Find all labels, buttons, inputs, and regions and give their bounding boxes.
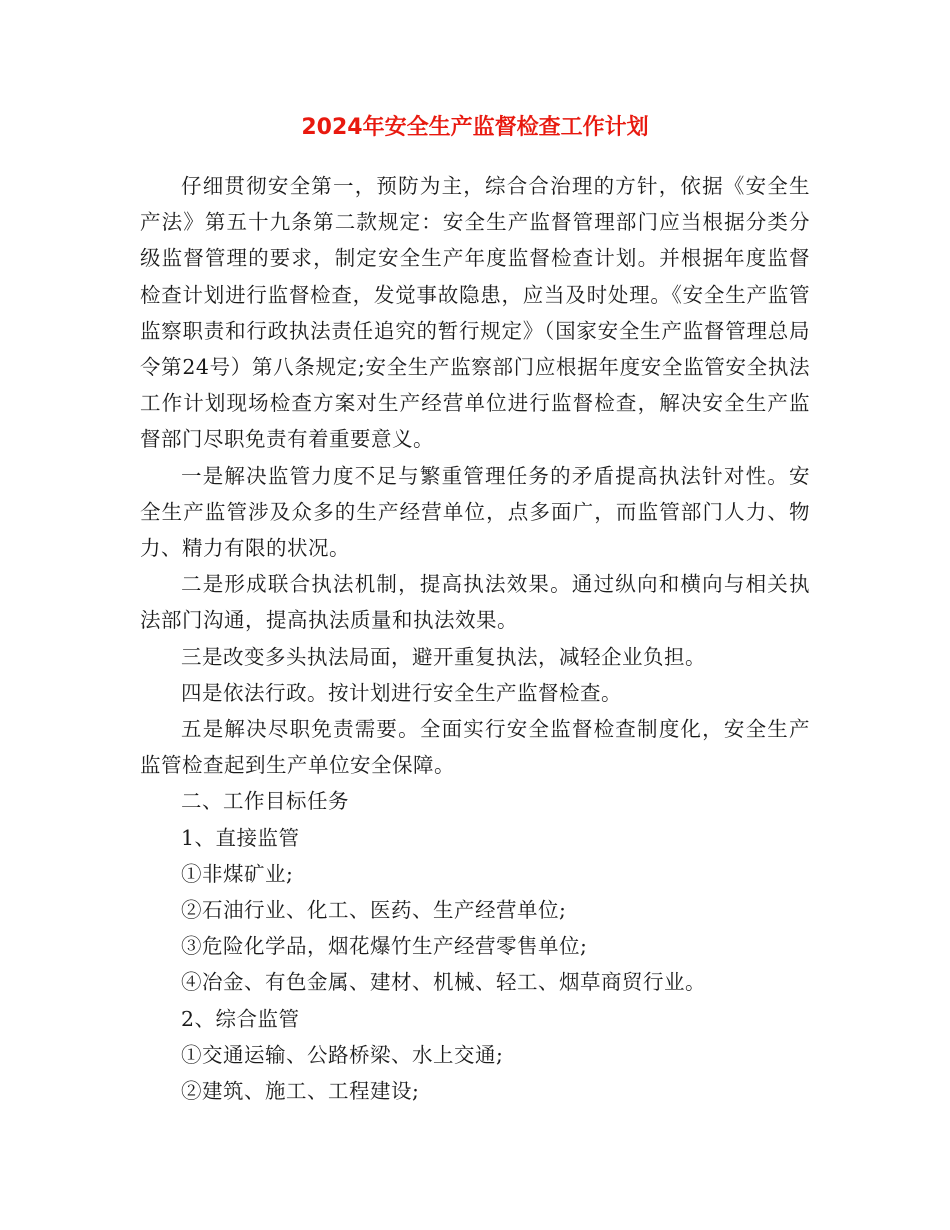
list-item: ①非煤矿业;	[181, 861, 294, 886]
paragraph-point-2: 二是形成联合执法机制，提高执法效果。通过纵向和横向与相关执法部门沟通，提高执法质量和执法效果。	[140, 572, 810, 633]
comprehensive-supervision-heading: 2、综合监管	[181, 1006, 300, 1031]
paragraph-point-1: 一是解决监管力度不足与繁重管理任务的矛盾提高执法针对性。安全生产监管涉及众多的生产经营单位，点多面广，而监管部门人力、物力、精力有限的状况。	[140, 463, 810, 561]
document-title: 2024年安全生产监督检查工作计划	[301, 115, 649, 140]
list-item: ①交通运输、公路桥梁、水上交通;	[181, 1042, 504, 1067]
list-item: ②建筑、施工、工程建设;	[181, 1079, 420, 1104]
list-item: ②石油行业、化工、医药、生产经营单位;	[181, 898, 567, 923]
paragraph-intro: 仔细贯彻安全第一，预防为主，综合合治理的方针，依据《安全生产法》第五十九条第二款规定：安全生产监督管理部门应当根据分类分级监督管理的要求，制定安全生产年度监督检查计划。并根据年度监督检查计划进行监督检查，发觉事故隐患，应当及时处理。《安全生产监管监察职责和行政执法责任追究的暂行规定》（国家安全生产监督管理总局令第24号）第八条规定;安全生产监察部门应根据年度安全监管安全执法工作计划现场检查方案对生产经营单位进行监督检查，解决安全生产监督部门尽职免责有着重要意义。	[140, 174, 810, 452]
paragraph-point-4: 四是依法行政。按计划进行安全生产监督检查。	[181, 680, 622, 705]
paragraph-point-5: 五是解决尽职免责需要。全面实行安全监督检查制度化，安全生产监管检查起到生产单位安全保障。	[140, 717, 810, 778]
list-item: ④冶金、有色金属、建材、机械、轻工、烟草商贸行业。	[181, 970, 706, 995]
list-item: ③危险化学品，烟花爆竹生产经营零售单位;	[181, 934, 588, 959]
section-heading: 二、工作目标任务	[181, 789, 349, 814]
paragraph-point-3: 三是改变多头执法局面，避开重复执法，减轻企业负担。	[181, 644, 706, 669]
direct-supervision-heading: 1、直接监管	[181, 825, 300, 850]
